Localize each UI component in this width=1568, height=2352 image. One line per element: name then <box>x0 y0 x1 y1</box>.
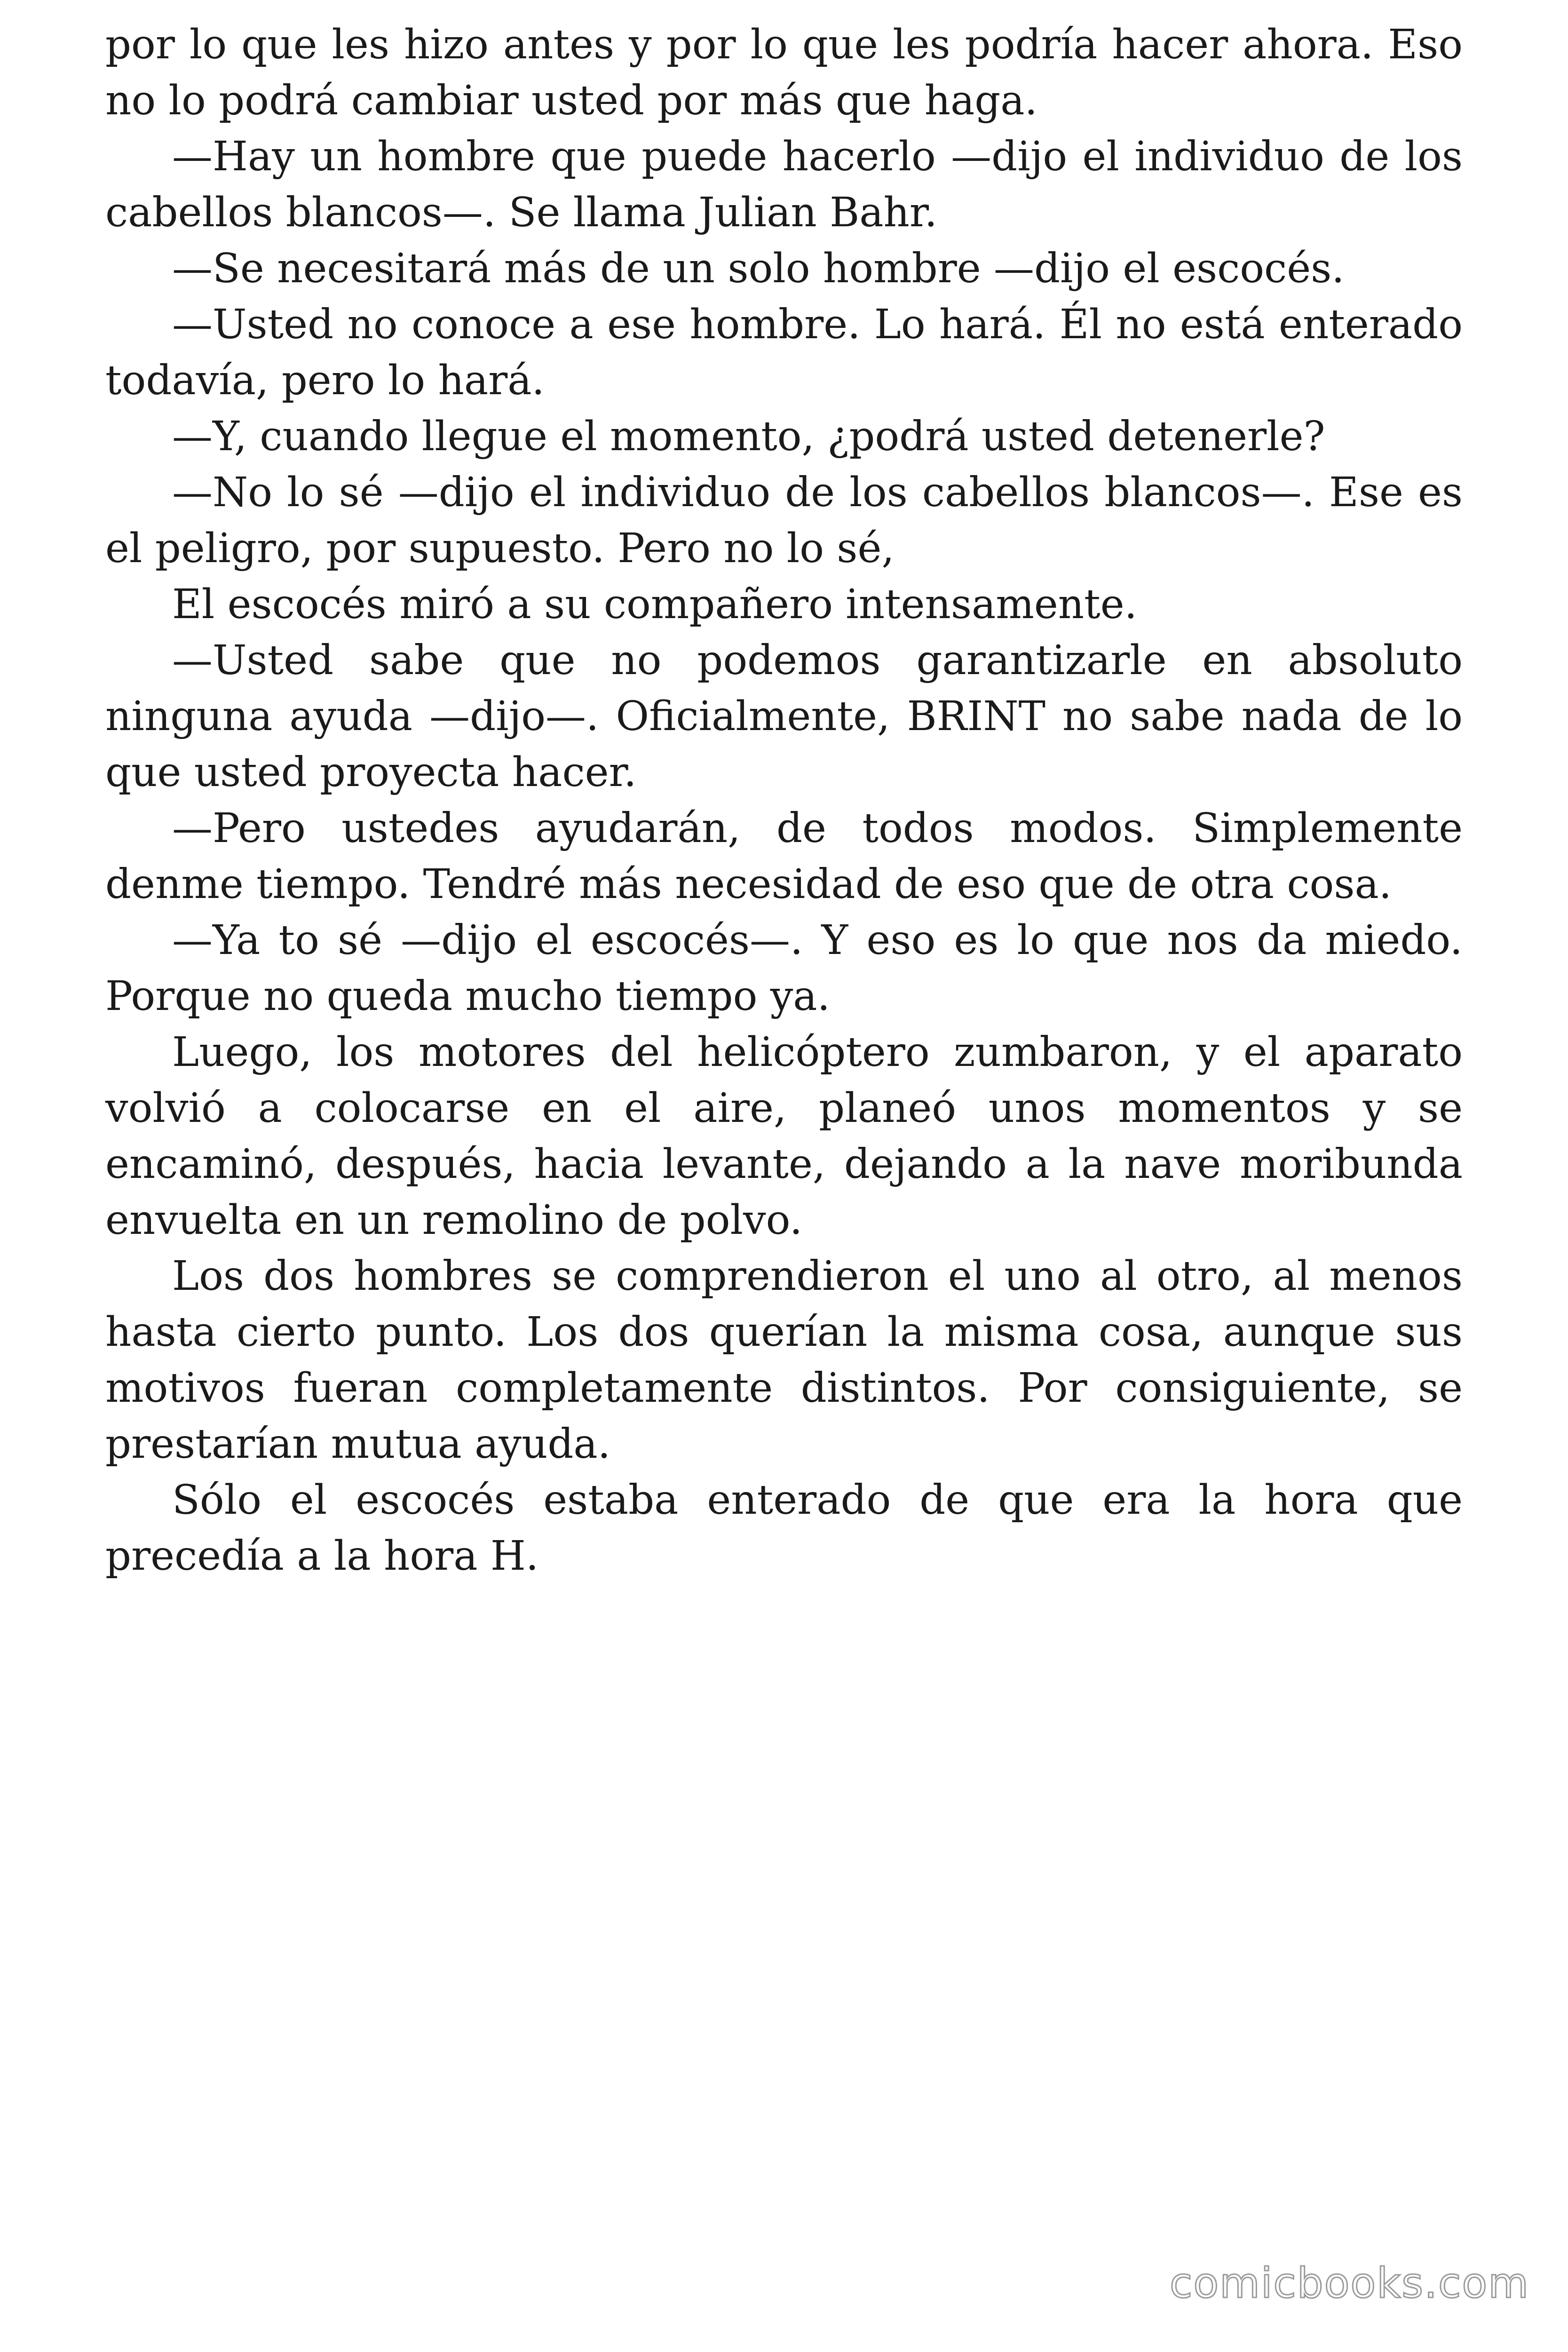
paragraph-10: —Ya to sé —dijo el escocés—. Y eso es lo que nos da miedo. Porque no queda mucho tiempo ya. <box>105 917 1463 1020</box>
paragraph-7: El escocés miró a su compañero intensamente. <box>172 581 1137 628</box>
paragraph-12: Los dos hombres se comprendieron el uno al otro, al menos hasta cierto punto. Los dos querían la misma cosa, aunque sus motivos fueran completamente distintos. Por consiguiente, se prestarían mutua ayuda. <box>105 1253 1463 1468</box>
paragraph-2: —Hay un hombre que puede hacerlo —dijo el individuo de los cabellos blancos—. Se llama Julian Bahr. <box>105 133 1463 236</box>
paragraph-6: —No lo sé —dijo el individuo de los cabellos blancos—. Ese es el peligro, por supuesto. Pero no lo sé, <box>105 469 1463 572</box>
paragraph-13: Sólo el escocés estaba enterado de que era la hora que precedía a la hora H. <box>105 1477 1463 1580</box>
paragraph-9: —Pero ustedes ayudarán, de todos modos. Simplemente denme tiempo. Tendré más necesidad de eso que de otra cosa. <box>105 805 1463 908</box>
paragraph-3: —Se necesitará más de un solo hombre —dijo el escocés. <box>172 245 1345 292</box>
paragraph-11: Luego, los motores del helicóptero zumbaron, y el aparato volvió a colocarse en el aire, planeó unos momentos y se encaminó, después, hacia levante, dejando a la nave moribunda envuelta en un remolino de polvo. <box>105 1029 1463 1244</box>
paragraph-4: —Usted no conoce a ese hombre. Lo hará. Él no está enterado todavía, pero lo hará. <box>105 301 1463 404</box>
paragraph-1: por lo que les hizo antes y por lo que les podría hacer ahora. Eso no lo podrá cambiar usted por más que haga. <box>105 21 1463 124</box>
body-text <box>105 17 1463 1584</box>
paragraph-8: —Usted sabe que no podemos garantizarle en absoluto ninguna ayuda —dijo—. Oficialmente, BRINT no sabe nada de lo que usted proyecta hacer. <box>105 637 1463 796</box>
paragraph-5: —Y, cuando llegue el momento, ¿podrá usted detenerle? <box>172 413 1325 460</box>
watermark-logo: comicbooks.com <box>1169 2259 1529 2307</box>
